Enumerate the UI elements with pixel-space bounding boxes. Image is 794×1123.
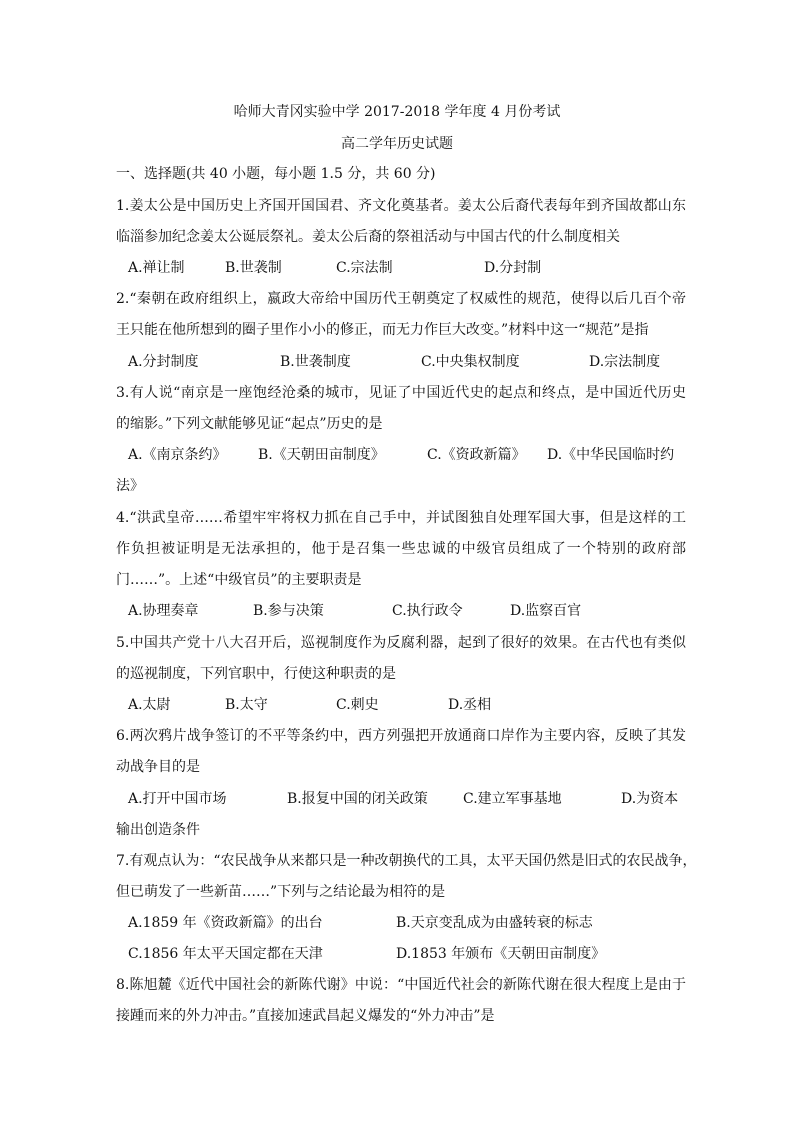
- question-6-option-c: C.建立军事基地: [463, 791, 562, 807]
- question-5-line-2: 的巡视制度，下列官职中，行使这种职责的是: [116, 666, 396, 682]
- question-3-option-b: B.《天朝田亩制度》: [258, 447, 385, 463]
- question-2-option-a: A.分封制度: [128, 354, 199, 370]
- question-5-option-d: D.丞相: [448, 697, 492, 713]
- question-4-option-b: B.参与决策: [253, 603, 324, 619]
- question-3-option-c: C.《资政新篇》: [427, 447, 526, 463]
- question-2-line-1: 2.“秦朝在政府组织上，嬴政大帝给中国历代王朝奠定了权威性的规范，使得以后几百个帝: [116, 291, 686, 307]
- question-7-line-1: 7.有观点认为：“农民战争从来都只是一种改朝换代的工具，太平天国仍然是旧式的农民战争，: [116, 853, 697, 869]
- question-6-option-b: B.报复中国的闭关政策: [287, 791, 428, 807]
- question-7-line-2: 但已萌发了一些新苗……”下列与之结论最为相符的是: [116, 884, 446, 900]
- question-4-option-d: D.监察百官: [510, 603, 582, 619]
- question-3-line-1: 3.有人说“南京是一座饱经沧桑的城市，见证了中国近代史的起点和终点，是中国近代历史: [116, 385, 686, 401]
- question-2-option-b: B.世袭制度: [280, 354, 351, 370]
- question-4-line-2: 作负担被证明是无法承担的，他于是召集一些忠诚的中级官员组成了一个特别的政府部: [116, 541, 686, 557]
- question-6-option-d: D.为资本: [621, 791, 679, 807]
- question-3-option-a: A.《南京条约》: [128, 447, 227, 463]
- question-1-line-2: 临淄参加纪念姜太公诞辰祭礼。姜太公后裔的祭祖活动与中国古代的什么制度相关: [116, 229, 620, 245]
- question-3-option-d-continued: 法》: [116, 478, 144, 494]
- question-1-option-c: C.宗法制: [336, 260, 393, 276]
- question-4-option-a: A.协理奏章: [128, 603, 199, 619]
- question-4-option-c: C.执行政令: [392, 603, 463, 619]
- question-5-option-b: B.太守: [225, 697, 268, 713]
- question-7-option-b: B.天京变乱成为由盛转衰的标志: [396, 915, 593, 931]
- question-1-option-b: B.世袭制: [225, 260, 282, 276]
- question-8-line-1: 8.陈旭麓《近代中国社会的新陈代谢》中说：“中国近代社会的新陈代谢在很大程度上是由于: [116, 977, 686, 993]
- question-2-option-c: C.中央集权制度: [421, 354, 520, 370]
- question-5-option-a: A.太尉: [128, 697, 171, 713]
- question-7-option-d: D.1853 年颁布《天朝田亩制度》: [396, 946, 606, 962]
- question-1-line-1: 1.姜太公是中国历史上齐国开国国君、齐文化奠基者。姜太公后裔代表每年到齐国故都山东: [116, 198, 686, 214]
- section-heading: 一、选择题(共 40 小题，每小题 1.5 分，共 60 分): [116, 166, 436, 182]
- question-1-option-d: D.分封制: [484, 260, 542, 276]
- question-6-line-2: 动战争目的是: [116, 759, 200, 775]
- question-5-option-c: C.刺史: [336, 697, 379, 713]
- question-3-line-2: 的缩影。”下列文献能够见证“起点”历史的是: [116, 416, 383, 432]
- question-2-line-2: 王只能在他所想到的圈子里作小小的修正，而无力作巨大改变。”材料中这一“规范”是指: [116, 322, 649, 338]
- question-4-line-1: 4.“洪武皇帝……希望牢牢将权力抓在自己手中，并试图独自处理军国大事，但是这样的工: [116, 510, 686, 526]
- question-5-line-1: 5.中国共产党十八大召开后，巡视制度作为反腐利器，起到了很好的效果。在古代也有类似: [116, 635, 686, 651]
- exam-subtitle: 高二学年历史试题: [341, 136, 453, 152]
- question-4-line-3: 门……”。上述“中级官员”的主要职责是: [116, 572, 362, 588]
- question-8-line-2: 接踵而来的外力冲击。”直接加速武昌起义爆发的“外力冲击”是: [116, 1008, 495, 1024]
- exam-title: 哈师大青冈实验中学 2017-2018 学年度 4 月份考试: [233, 104, 561, 120]
- question-3-option-d: D.《中华民国临时约: [547, 447, 675, 463]
- question-6-line-1: 6.两次鸦片战争签订的不平等条约中，西方列强把开放通商口岸作为主要内容，反映了其发: [116, 728, 686, 744]
- question-6-option-d-continued: 输出创造条件: [116, 822, 200, 838]
- question-7-option-a: A.1859 年《资政新篇》的出台: [128, 915, 323, 931]
- question-6-option-a: A.打开中国市场: [128, 791, 227, 807]
- question-2-option-d: D.宗法制度: [589, 354, 661, 370]
- question-1-option-a: A.禅让制: [128, 260, 185, 276]
- question-7-option-c: C.1856 年太平天国定都在天津: [128, 946, 323, 962]
